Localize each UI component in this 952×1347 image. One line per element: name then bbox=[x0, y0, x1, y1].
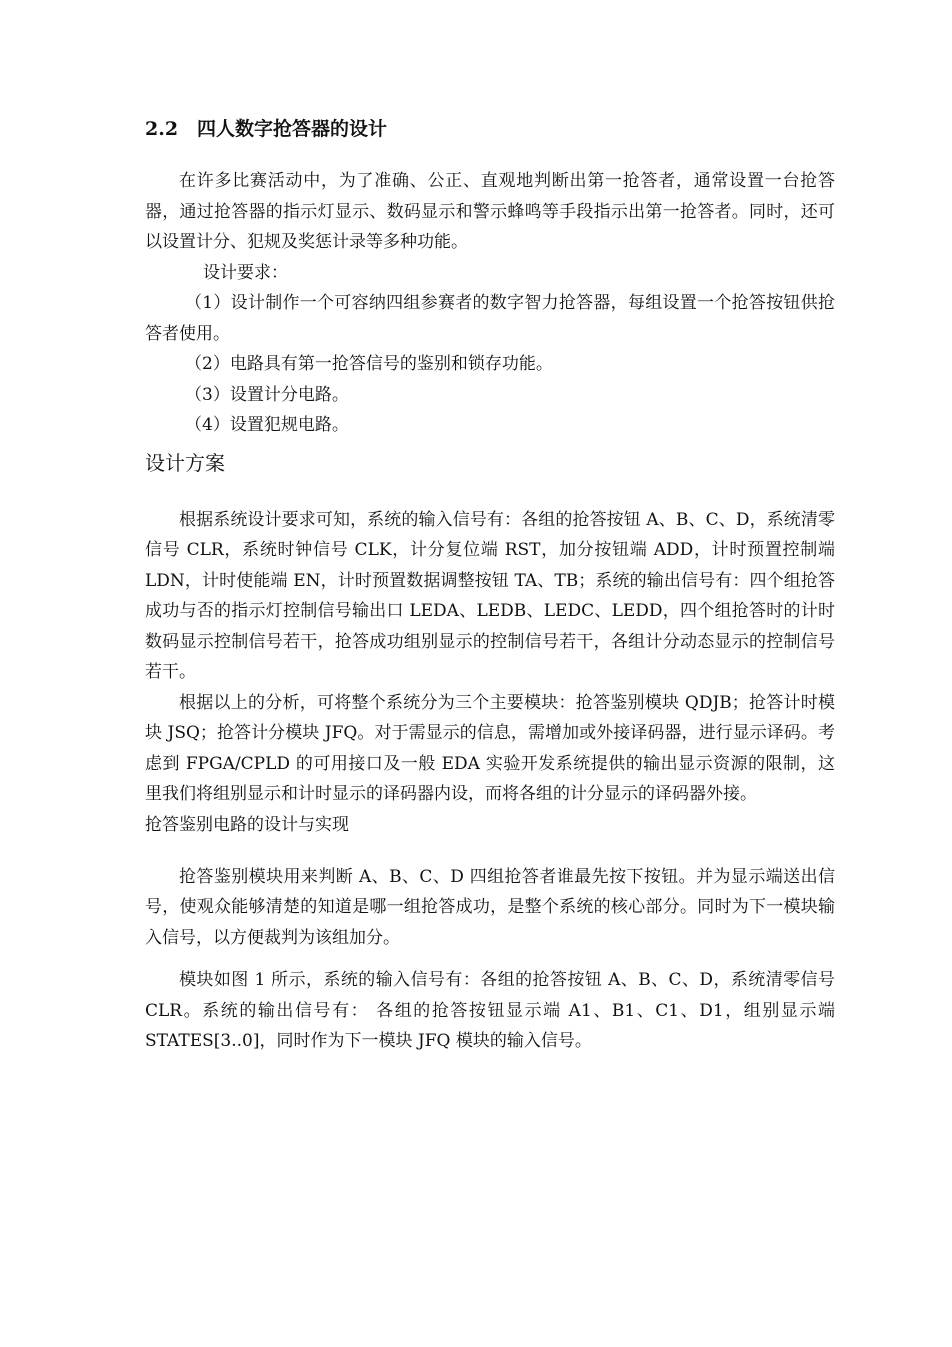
intro-paragraph: 在许多比赛活动中，为了准确、公正、直观地判断出第一抢答者，通常设置一台抢答器，通过抢答器的指示灯显示、数码显示和警示蜂鸣等手段指示出第一抢答者。同时，还可以设置计分、犯规及奖惩计录等多种功能。 bbox=[145, 171, 835, 252]
circuit-paragraph-2: 模块如图 1 所示，系统的输入信号有：各组的抢答按钮 A、B、C、D，系统清零信号 CLR。系统的输出信号有： 各组的抢答按钮显示端 A1、B1、C1、D1，组别显示端 STATES[3..0]，同时作为下一模块 JFQ 模块的输入信号。 bbox=[145, 970, 835, 1051]
section-heading bbox=[145, 112, 835, 146]
requirement-item-4: （4）设置犯规电路。 bbox=[185, 415, 349, 435]
circuit-heading: 抢答鉴别电路的设计与实现 bbox=[145, 814, 349, 835]
design-paragraph-1: 根据系统设计要求可知，系统的输入信号有：各组的抢答按钮 A、B、C、D，系统清零信号 CLR，系统时钟信号 CLK，计分复位端 RST，加分按钮端 ADD，计时预置控制端 LDN，计时使能端 EN，计时预置数据调整按钮 TA、TB；系统的输出信号有：四个组抢答成功与否的指示灯控制信号输出口 LEDA、LEDB、LEDC、LEDD，四个组抢答时的计时数码显示控制信号若干，抢答成功组别显示的控制信号若干，各组计分动态显示的控制信号若干。 bbox=[145, 509, 835, 682]
requirements-intro: 设计要求： bbox=[203, 262, 288, 283]
section-number: 2.2 bbox=[145, 118, 179, 140]
requirement-item-3: （3）设置计分电路。 bbox=[185, 384, 349, 405]
design-heading: 设计方案 bbox=[145, 450, 225, 475]
section-title: 四人数字抢答器的设计 bbox=[197, 118, 388, 140]
paragraph-spacer bbox=[145, 953, 835, 965]
requirement-item-2: （2）电路具有第一抢答信号的鉴别和锁存功能。 bbox=[185, 354, 553, 374]
requirement-item-1: （1）设计制作一个可容纳四组参赛者的数字智力抢答器，每组设置一个抢答按钮供抢答者使用。 bbox=[145, 293, 835, 344]
document-page bbox=[145, 112, 835, 1057]
design-paragraph-2: 根据以上的分析，可将整个系统分为三个主要模块：抢答鉴别模块 QDJB；抢答计时模块 JSQ；抢答计分模块 JFQ。对于需显示的信息，需增加或外接译码器，进行显示译码。考虑到 FPGA/CPLD 的可用接口及一般 EDA 实验开发系统提供的输出显示资源的限制，这里我们将组别显示和计时显示的译码器内设，而将各组的计分显示的译码器外接。 bbox=[145, 692, 835, 804]
circuit-paragraph-1: 抢答鉴别模块用来判断 A、B、C、D 四组抢答者谁最先按下按钮。并为显示端送出信号，使观众能够清楚的知道是哪一组抢答成功，是整个系统的核心部分。同时为下一模块输入信号，以方便裁判为该组加分。 bbox=[145, 866, 835, 948]
